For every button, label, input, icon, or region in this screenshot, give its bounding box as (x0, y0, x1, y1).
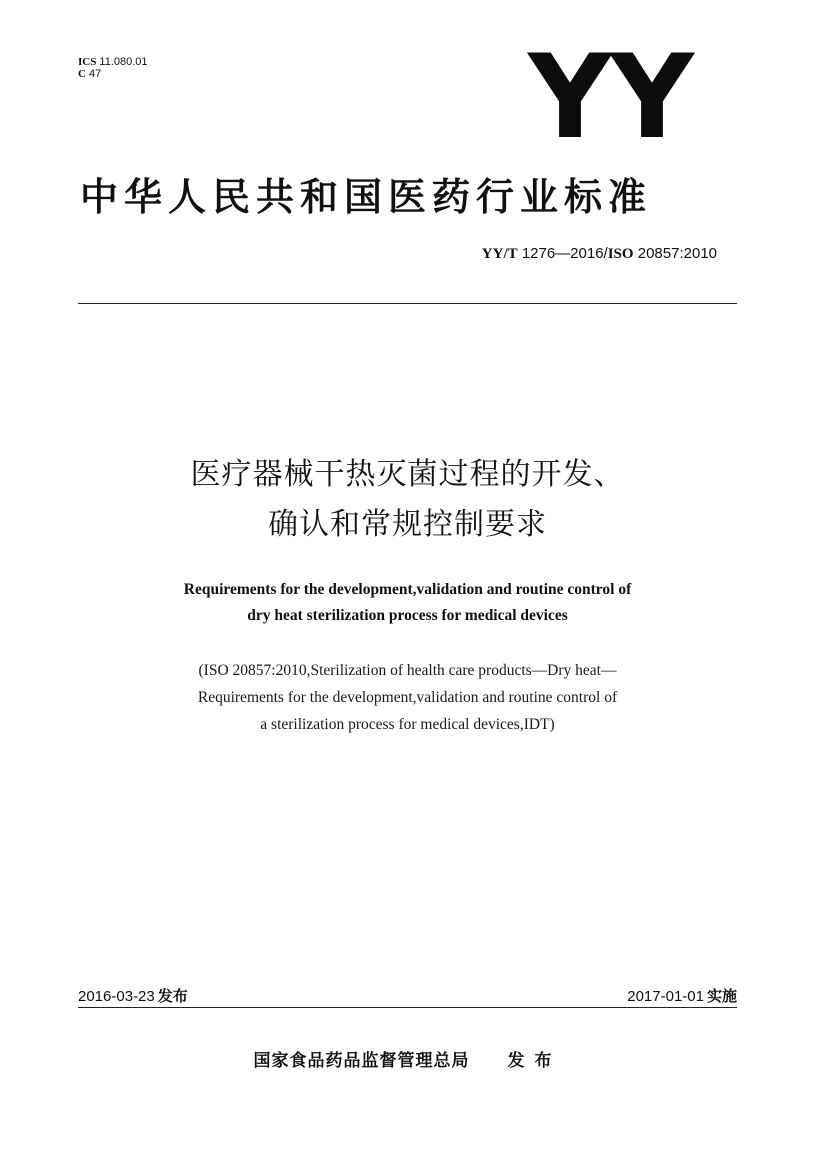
iso-note-line-3: a sterilization process for medical devices,IDT) (260, 716, 555, 733)
footer-divider (78, 1007, 737, 1008)
standard-number-iso: 20857:2010 (637, 245, 717, 262)
iso-note-line-2: Requirements for the development,validation and routine control of (197, 689, 618, 706)
standard-number (482, 245, 717, 263)
issuer-action: 发布 (507, 1051, 562, 1070)
ccs-code (78, 68, 101, 80)
issue-date (78, 985, 188, 1006)
en-title-line-2: dry heat sterilization process for medical devices (247, 607, 568, 624)
issue-date-value: 2016-03-23 (78, 988, 155, 1005)
issue-date-label: 发布 (157, 988, 188, 1005)
ics-code (78, 56, 148, 68)
impl-date-label: 实施 (706, 988, 737, 1005)
en-title-line-1: Requirements for the development,validation and routine control of (183, 581, 632, 598)
standard-category-title: 中华人民共和国医药行业标准 (80, 177, 653, 219)
standard-number-iso-prefix: ISO (607, 246, 634, 262)
ics-value: 11.080.01 (99, 56, 148, 68)
issuer (0, 1046, 815, 1071)
iso-note-line-1: (ISO 20857:2010,Sterilization of health care products—Dry heat— (198, 662, 617, 679)
cn-title-line-1: 医疗器械干热灭菌过程的开发、 (190, 458, 625, 491)
standard-number-prefix: YY/T (481, 246, 518, 262)
standard-number-main: 1276—2016/ (521, 245, 608, 262)
yy-logo: YY (528, 30, 692, 165)
ccs-label: C (78, 68, 86, 80)
ccs-value: 47 (89, 68, 102, 80)
issuer-name: 国家食品药品监督管理总局 (253, 1051, 470, 1070)
implementation-date (627, 985, 737, 1006)
ics-label: ICS (78, 56, 97, 68)
cn-title-line-2: 确认和常规控制要求 (268, 508, 547, 541)
header-divider (78, 303, 737, 304)
impl-date-value: 2017-01-01 (627, 988, 704, 1005)
